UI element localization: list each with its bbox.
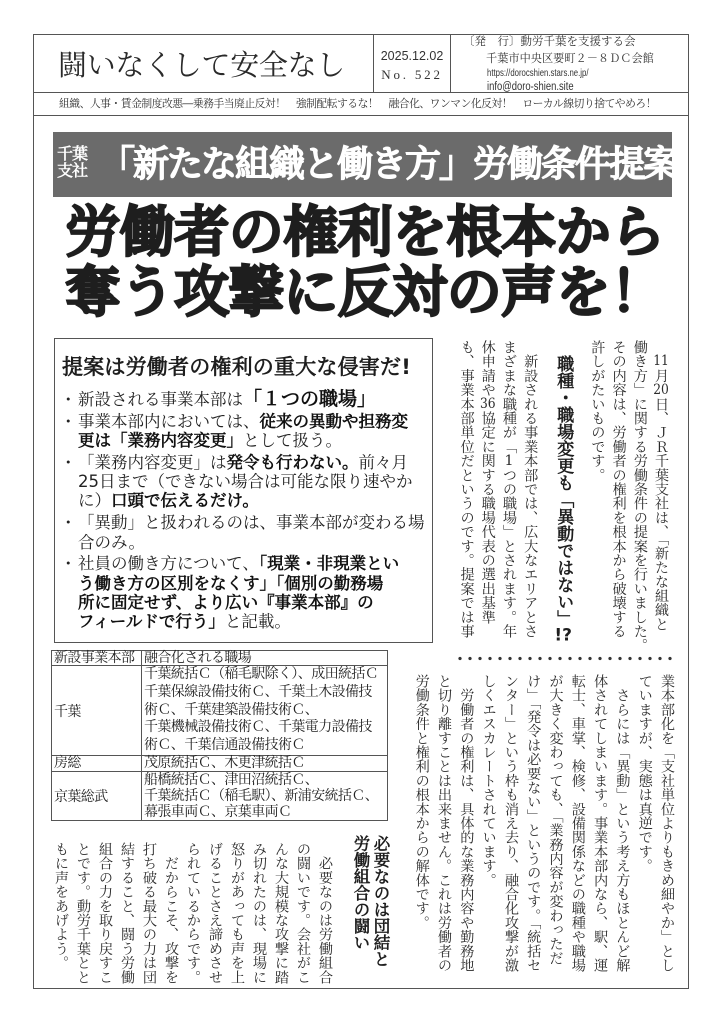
workplace-line: 千葉統括Ｃ（稲毛駅）、新浦安統括Ｃ、 [144, 788, 379, 805]
bullet-mark: ・ [60, 390, 77, 409]
workplace-line: 千葉統括Ｃ（稲毛駅除く）、成田統括Ｃ [144, 666, 379, 682]
text-column: も、事業本部単位だというのです。提案では事 [458, 340, 475, 639]
banner-label-line: 支社 [57, 161, 88, 180]
emphasis-segment: フィールドで行う」 [78, 612, 225, 632]
emphasis-segment: 「現業・非現業とい [258, 554, 400, 574]
closing-section [50, 835, 390, 984]
tate-chu-yoko: 11 [653, 354, 669, 369]
text-column: 労働者の権利は、具体的な業務内容や勤務地 [458, 674, 475, 973]
text-column: 新設される事業本部では、広大なエリアとさ [522, 340, 539, 639]
text-column: 打ち破る最大の力は団 [141, 842, 157, 984]
bullet-item [60, 412, 432, 451]
workplaces-cell [142, 666, 388, 756]
proposal-bullet-list [60, 390, 432, 634]
text-column: 転士、車掌、検修、設備関係などの職種や職場 [569, 674, 586, 973]
table-header-cell: 融合化される職場 [142, 651, 388, 666]
text-segment: 「業務内容変更」は [78, 452, 227, 472]
tate-chu-yoko: 36 [479, 396, 496, 412]
workplace-line: 千葉保線設備技術Ｃ、千葉土木設備技 [144, 683, 372, 700]
publisher-email-link[interactable]: info@doro-shien.site [487, 81, 574, 93]
bullet-item [60, 390, 432, 409]
workplace-merger-table [51, 650, 388, 821]
bullet-line [78, 390, 432, 409]
workplace-line: 千葉機械設備技術Ｃ、千葉電力設備技 [144, 719, 372, 736]
topic-banner [53, 132, 678, 197]
text-segment: として扱う。 [243, 431, 342, 451]
article-continued-section [410, 674, 678, 972]
text-column: ンター」という枠も消え去り、融合化攻撃が激 [502, 674, 519, 973]
emphasis-segment: 発令も行わない。 [226, 452, 359, 472]
text-column: られているからです。 [185, 842, 201, 984]
tate-chu-yoko: !? [554, 627, 572, 644]
workplaces-cell [142, 756, 388, 772]
table-row [52, 666, 388, 756]
bullet-mark: ・ [60, 411, 77, 431]
bullet-line [78, 431, 432, 450]
text-column: 必要なのは労働組合 [317, 842, 333, 984]
text-column: 体されてしまいます。事業本部内なら、駅、運 [592, 674, 609, 973]
text-segment: 事業本部内においては、 [78, 411, 260, 431]
text-column: と切り離すことは出来ません。これは労働者の [436, 674, 453, 973]
text-segment: 「異動」と扱われるのは、事業本部が変わる場 [78, 513, 425, 533]
bullet-line [78, 533, 432, 552]
closing-heading-line: 労働組合の闘い [351, 835, 370, 951]
workplace-line: 茂原統括Ｃ、木更津統括Ｃ [144, 755, 305, 771]
emphasis-segment: 従来の異動や担務変 [259, 411, 408, 431]
bullet-item [60, 554, 432, 631]
closing-heading-line: 必要なのは団結と [371, 835, 390, 967]
publisher-name: 〔発 行〕動労千葉を支援する会 [463, 34, 636, 48]
bullet-line [78, 574, 432, 593]
emphasis-segment: う働き方の区別をなくす」「個別の勤務場 [78, 573, 384, 593]
table-header-cell: 新設事業本部 [52, 651, 142, 666]
bullet-line [78, 472, 432, 491]
text-column: 労働条件と権利の根本からの解体です。 [413, 674, 430, 930]
text-column: 許しがたいものです。 [589, 340, 606, 482]
issue-date: 2025.12.02 [380, 49, 444, 63]
workplaces-cell [142, 772, 388, 821]
bullet-item [60, 453, 432, 511]
text-column: 働き方」に関する労働条件の提案を行いました。 [631, 340, 648, 653]
bullet-line [78, 453, 432, 472]
issue-number: No. 522 [381, 67, 443, 82]
tate-chu-yoko: 1 [504, 453, 514, 468]
text-column: 結すること、闘う労働 [119, 842, 135, 984]
headline-line: 労働者の権利を根本から [65, 200, 665, 264]
text-column: まざまな職種が「1つの職場」とされます。年 [500, 340, 517, 639]
article-subheading: 職種・職場変更も「異動ではない」!? [553, 355, 574, 644]
text-column: の闘いです。会社がこ [295, 842, 311, 984]
slogan-bottom-rule [34, 115, 688, 116]
division-cell: 千葉 [52, 666, 142, 756]
bullet-line [78, 593, 432, 612]
text-segment: 社員の働き方について、 [78, 554, 259, 574]
article-intro-section [455, 340, 671, 652]
text-segment: 新設される事業本部は [78, 390, 243, 409]
text-column: もに声をあげよう。 [53, 842, 69, 970]
text-column: 11月20日、ＪＲ千葉支社は、「新たな組織と [653, 354, 669, 632]
text-column: さらには「異動」という考え方もほとんど解 [614, 674, 631, 973]
text-segment: に） [78, 491, 111, 511]
text-segment: 合のみ。 [78, 532, 145, 552]
banner-label-line: 千葉 [57, 144, 88, 163]
workplace-line: 術Ｃ、千葉信通設備技術Ｃ [144, 737, 305, 754]
table-header-row [52, 651, 388, 666]
emphasis-segment: 更は「業務内容変更」 [78, 431, 243, 451]
text-column: 怒りがあっても声を上 [229, 842, 245, 984]
bullet-line [78, 612, 432, 631]
text-column: その内容は、労働者の権利を根本から破壊する [610, 340, 627, 639]
text-segment: と記載。 [224, 612, 291, 632]
workplace-line: 船橋統括Ｃ、津田沼統括Ｃ、 [144, 772, 319, 788]
dotted-separator [455, 656, 673, 661]
table-row [52, 772, 388, 821]
bullet-line [78, 554, 432, 573]
emphasis-segment: 「１つの職場」 [243, 388, 377, 410]
tate-chu-yoko: 20 [653, 382, 669, 397]
bullet-item [60, 513, 432, 552]
proposal-box-title: 提案は労働者の権利の重大な侵害だ! [62, 355, 411, 379]
masthead-bottom-rule [34, 92, 688, 93]
main-headline [52, 202, 678, 322]
bullet-mark: ・ [60, 452, 77, 472]
text-column: が大きく変わっても、「業務内容が変わっただ [547, 674, 564, 966]
emphasis-segment: 所に固定せず、より広い『事業本部』の [78, 592, 374, 612]
workplace-line: 術Ｃ、千葉建築設備技術Ｃ、 [144, 701, 319, 718]
banner-title: 「新たな組織と働き方」労働条件提案 [99, 144, 678, 185]
text-column: しくエスカレートされています。 [480, 674, 497, 887]
text-column: げることさえ諦めさせ [207, 842, 223, 984]
text-column: だからこそ、攻撃を [163, 842, 179, 984]
bullet-mark: ・ [60, 513, 77, 533]
newsletter-title: 闘いなくして安全なし [58, 48, 346, 82]
issue-info-cell [373, 35, 451, 92]
bullet-mark: ・ [60, 554, 77, 574]
text-column: とです。動労千葉とと [75, 842, 91, 984]
text-column: け」「発令は必要ない」というのです。「統括セ [525, 674, 542, 973]
bullet-line [78, 412, 432, 431]
division-cell: 京葉総武 [52, 772, 142, 821]
publisher-url-link[interactable]: https://dorocshien.stars.ne.jp/ [487, 67, 589, 79]
banner-label [57, 145, 95, 179]
text-segment: 25日まで（できない場合は可能な限り速やか [78, 472, 413, 492]
workplace-line: 幕張車両Ｃ、京葉車両Ｃ [144, 804, 292, 821]
slogan-bar: 組織、人事・賃金制度改悪―乗務手当廃止反対！ 強制配転するな！ 融合化、ワンマン化反対！ ローカル線切り捨てやめろ！ [59, 97, 656, 110]
text-column: ていますが、実態は真逆です。 [636, 674, 653, 873]
text-column: 業本部化を「支社単位よりもきめ細やか」とし [659, 674, 675, 973]
text-column: 休申請や36協定に関する職場代表の選出基準 [479, 340, 496, 625]
text-column: み切れたのは、現場に [251, 842, 267, 984]
text-column: んな大規模な攻撃に踏 [273, 842, 289, 984]
text-segment: 前々月 [358, 452, 408, 472]
headline-line: 奪う攻撃に反対の声を！ [65, 260, 665, 324]
text-column: 組合の力を取り戻すこ [97, 842, 113, 984]
bullet-line [78, 513, 432, 532]
division-cell: 房総 [52, 756, 142, 772]
emphasis-segment: 口頭で伝えるだけ。 [111, 491, 259, 511]
table-row [52, 756, 388, 772]
publisher-address: 千葉市中央区要町２－８ＤＣ会館 [486, 52, 654, 65]
bullet-line [78, 491, 432, 510]
